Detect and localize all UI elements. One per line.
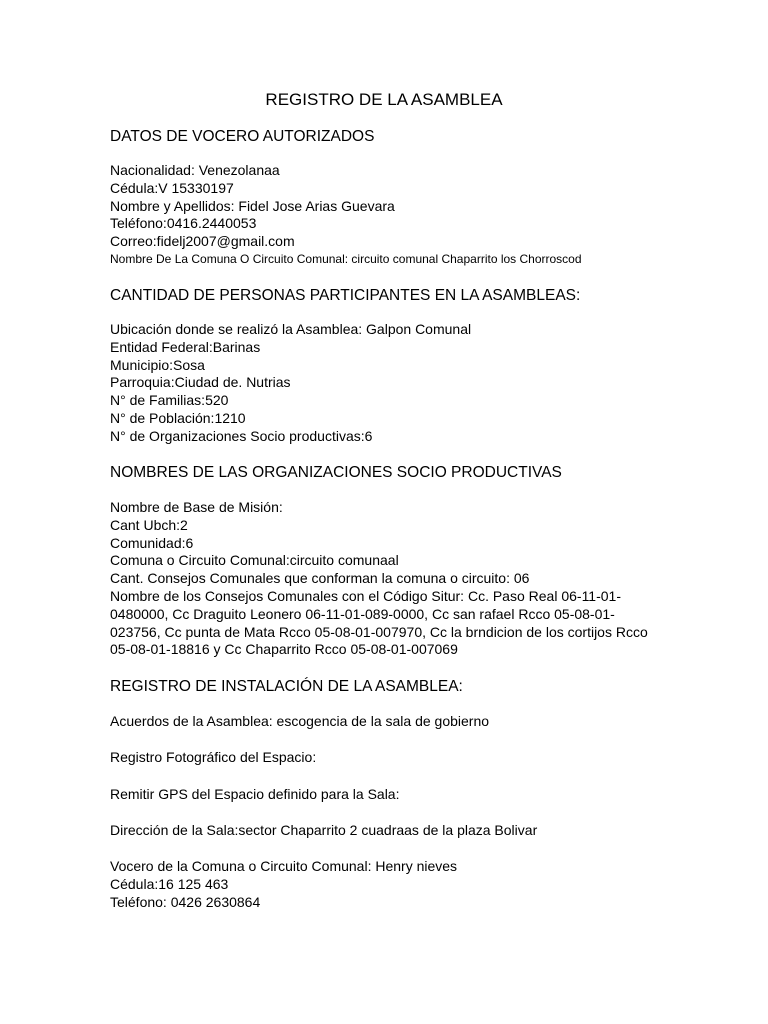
consejos-line-3: 023756, Cc punta de Mata Rcco 05-08-01-007970, Cc la brndicion de los cortijos Rcco [110, 623, 648, 640]
municipio-line: Municipio:Sosa [110, 356, 205, 373]
comuna-circuito-line: Comuna o Circuito Comunal:circuito comunaal [110, 552, 399, 569]
section-heading-participantes: CANTIDAD DE PERSONAS PARTICIPANTES EN LA ASAMBLEAS: [110, 287, 581, 304]
consejos-line-2: 0480000, Cc Draguito Leonero 06-11-01-089-0000, Cc san rafael Rcco 05-08-01- [110, 605, 615, 622]
vocero-cedula-line: Cédula:16 125 463 [110, 875, 229, 892]
participantes-data-block [110, 321, 670, 446]
telefono-line: Teléfono:0416.2440053 [110, 215, 257, 232]
acuerdos-line: Acuerdos de la Asamblea: escogencia de la sala de gobierno [110, 713, 490, 729]
cant-consejos-line: Cant. Consejos Comunales que conforman la comuna o circuito: 06 [110, 570, 530, 587]
nacionalidad-line: Nacionalidad: Venezolanaa [110, 162, 280, 178]
entidad-line: Entidad Federal:Barinas [110, 338, 261, 355]
base-mision-line: Nombre de Base de Misión: [110, 499, 283, 515]
cedula-line: Cédula:V 15330197 [110, 179, 234, 196]
poblacion-line: N° de Población:1210 [110, 409, 246, 426]
organizaciones-data-block [110, 499, 670, 659]
gps-line: Remitir GPS del Espacio definido para la Sala: [110, 785, 400, 802]
vocero-comuna-line: Vocero de la Comuna o Circuito Comunal: Henry nieves [110, 858, 458, 875]
ubch-line: Cant Ubch:2 [110, 516, 188, 533]
consejos-line-1: Nombre de los Consejos Comunales con el Código Situr: Cc. Paso Real 06-11-01- [110, 587, 621, 604]
familias-line: N° de Familias:520 [110, 392, 229, 409]
comunidad-line: Comunidad:6 [110, 534, 194, 551]
instalacion-data-block [110, 713, 670, 912]
registro-fotografico-line: Registro Fotográfico del Espacio: [110, 749, 317, 766]
parroquia-line: Parroquia:Ciudad de. Nutrias [110, 374, 291, 391]
section-heading-organizaciones: NOMBRES DE LAS ORGANIZACIONES SOCIO PRODUCTIVAS [110, 464, 562, 481]
vocero-data-block [110, 162, 670, 269]
ubicacion-line: Ubicación donde se realizó la Asamblea: Galpon Comunal [110, 321, 472, 337]
spacer [110, 767, 670, 786]
spacer [110, 731, 670, 750]
consejos-line-4: 05-08-01-18816 y Cc Chaparrito Rcco 05-08-01-007069 [110, 641, 458, 658]
section-heading-vocero: DATOS DE VOCERO AUTORIZADOS [110, 128, 375, 145]
comuna-name-line: Nombre De La Comuna O Circuito Comunal: circuito comunal Chaparrito los Chorroscod [110, 251, 582, 266]
spacer [110, 803, 670, 822]
nombre-line: Nombre y Apellidos: Fidel Jose Arias Guevara [110, 197, 395, 214]
organizaciones-line: N° de Organizaciones Socio productivas:6 [110, 427, 373, 444]
section-heading-instalacion: REGISTRO DE INSTALACIÓN DE LA ASAMBLEA: [110, 678, 463, 695]
spacer [110, 840, 670, 859]
correo-line: Correo:fidelj2007@gmail.com [110, 233, 295, 250]
vocero-telefono-line: Teléfono: 0426 2630864 [110, 893, 261, 910]
direccion-line: Dirección de la Sala:sector Chaparrito 2 cuadraas de la plaza Bolivar [110, 821, 538, 838]
page-title: REGISTRO DE LA ASAMBLEA [265, 90, 503, 109]
